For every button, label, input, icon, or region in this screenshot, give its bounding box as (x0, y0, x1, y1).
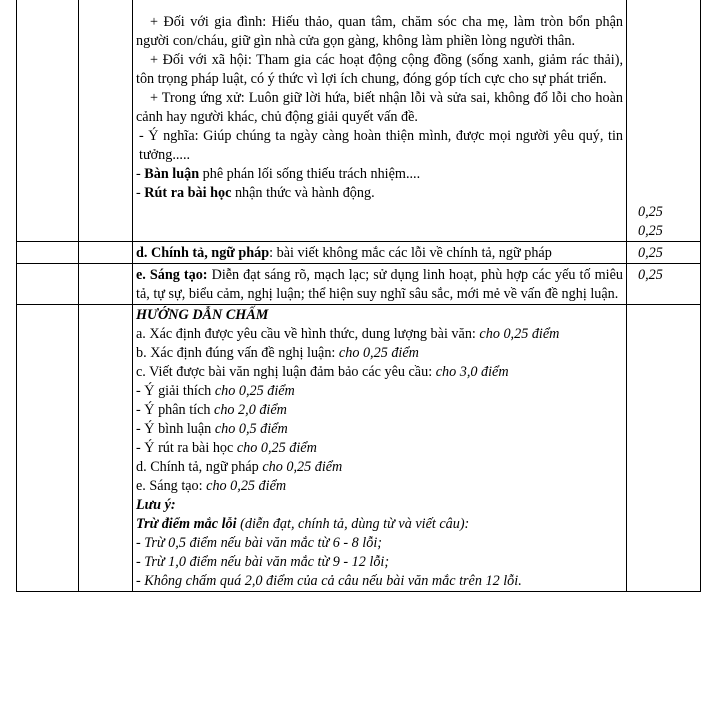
guide-y1: - Ý giải thích cho 0,25 điểm (136, 383, 295, 399)
score-cell (627, 264, 701, 305)
score-value: 0,25 (638, 204, 663, 220)
table-row (17, 242, 701, 264)
guide-d: d. Chính tả, ngữ pháp cho 0,25 điểm (136, 459, 343, 475)
lesson-label: Rút ra bài học (144, 185, 232, 201)
guide-y4: - Ý rút ra bài học cho 0,25 điểm (136, 440, 317, 456)
discussion-label: Bàn luận (144, 166, 200, 182)
cell-empty (17, 242, 79, 264)
grading-table (16, 0, 701, 592)
guide-c: c. Viết được bài văn nghị luận đảm bảo các yêu cầu: cho 3,0 điểm (136, 364, 509, 380)
content-cell (133, 305, 627, 592)
score-cell (627, 242, 701, 264)
creativity-criterion: e. Sáng tạo: Diễn đạt sáng rõ, mạch lạc; sử dụng linh hoạt, phù hợp các yếu tố miêu tả, tự sự, biểu cảm, nghị luận; thể hiện suy nghĩ sâu sắc, mới mẻ về vấn đề nghị luận. (136, 267, 623, 302)
behavior-point: + Trong ứng xử: Luôn giữ lời hứa, biết nhận lỗi và sửa sai, không đổ lỗi cho hoàn cảnh hay người khác, chủ động giải quyết vấn đề. (136, 90, 623, 125)
score-cell (627, 0, 701, 242)
content-cell (133, 0, 627, 242)
cell-empty (79, 264, 133, 305)
lesson-line: - Rút ra bài học nhận thức và hành động. (136, 185, 375, 201)
table-row (17, 264, 701, 305)
table-row (17, 305, 701, 592)
score-value: 0,25 (638, 245, 663, 261)
guide-y2: - Ý phân tích cho 2,0 điểm (136, 402, 287, 418)
cell-empty (17, 305, 79, 592)
cell-empty (79, 0, 133, 242)
content-cell (133, 242, 627, 264)
score-value: 0,25 (638, 267, 663, 283)
deduction-heading: Trừ điểm mắc lỗi (diễn đạt, chính tả, dùng từ và viết câu): (136, 516, 470, 532)
cell-empty (17, 0, 79, 242)
score-value: 0,25 (638, 223, 663, 239)
discussion-line: - Bàn luận phê phán lối sống thiếu trách nhiệm.... (136, 166, 421, 182)
cell-empty (17, 264, 79, 305)
society-point: + Đối với xã hội: Tham gia các hoạt động cộng đồng (sống xanh, giảm rác thải), tôn trọng pháp luật, có ý thức vì lợi ích chung, đóng góp tích cực cho sự phát triển. (136, 52, 623, 87)
table-row (17, 0, 701, 242)
grading-guide-heading: HƯỚNG DẪN CHẤM (136, 307, 269, 323)
cell-empty (627, 305, 701, 592)
deduction-1: - Trừ 0,5 điểm nếu bài văn mắc từ 6 - 8 lỗi; (136, 535, 382, 551)
guide-e: e. Sáng tạo: cho 0,25 điểm (136, 478, 287, 494)
deduction-2: - Trừ 1,0 điểm nếu bài văn mắc từ 9 - 12 lỗi; (136, 554, 390, 570)
family-point: + Đối với gia đình: Hiếu thảo, quan tâm, chăm sóc cha mẹ, làm tròn bổn phận người con/cháu, giữ gìn nhà cửa gọn gàng, không làm phiền lòng người thân. (136, 14, 623, 49)
cell-empty (79, 242, 133, 264)
meaning-point: - Ý nghĩa: Giúp chúng ta ngày càng hoàn thiện mình, được mọi người yêu quý, tin tưởng..... (139, 128, 623, 163)
grammar-criterion: d. Chính tả, ngữ pháp: bài viết không mắc các lỗi về chính tả, ngữ pháp (136, 245, 552, 261)
guide-b: b. Xác định đúng vấn đề nghị luận: cho 0,25 điểm (136, 345, 419, 361)
cell-empty (79, 305, 133, 592)
deduction-3: - Không chấm quá 2,0 điểm của cả câu nếu bài văn mắc trên 12 lỗi. (136, 573, 522, 589)
guide-a: a. Xác định được yêu cầu về hình thức, dung lượng bài văn: cho 0,25 điểm (136, 326, 560, 342)
note-heading: Lưu ý: (136, 497, 176, 513)
guide-y3: - Ý bình luận cho 0,5 điểm (136, 421, 288, 437)
content-cell (133, 264, 627, 305)
